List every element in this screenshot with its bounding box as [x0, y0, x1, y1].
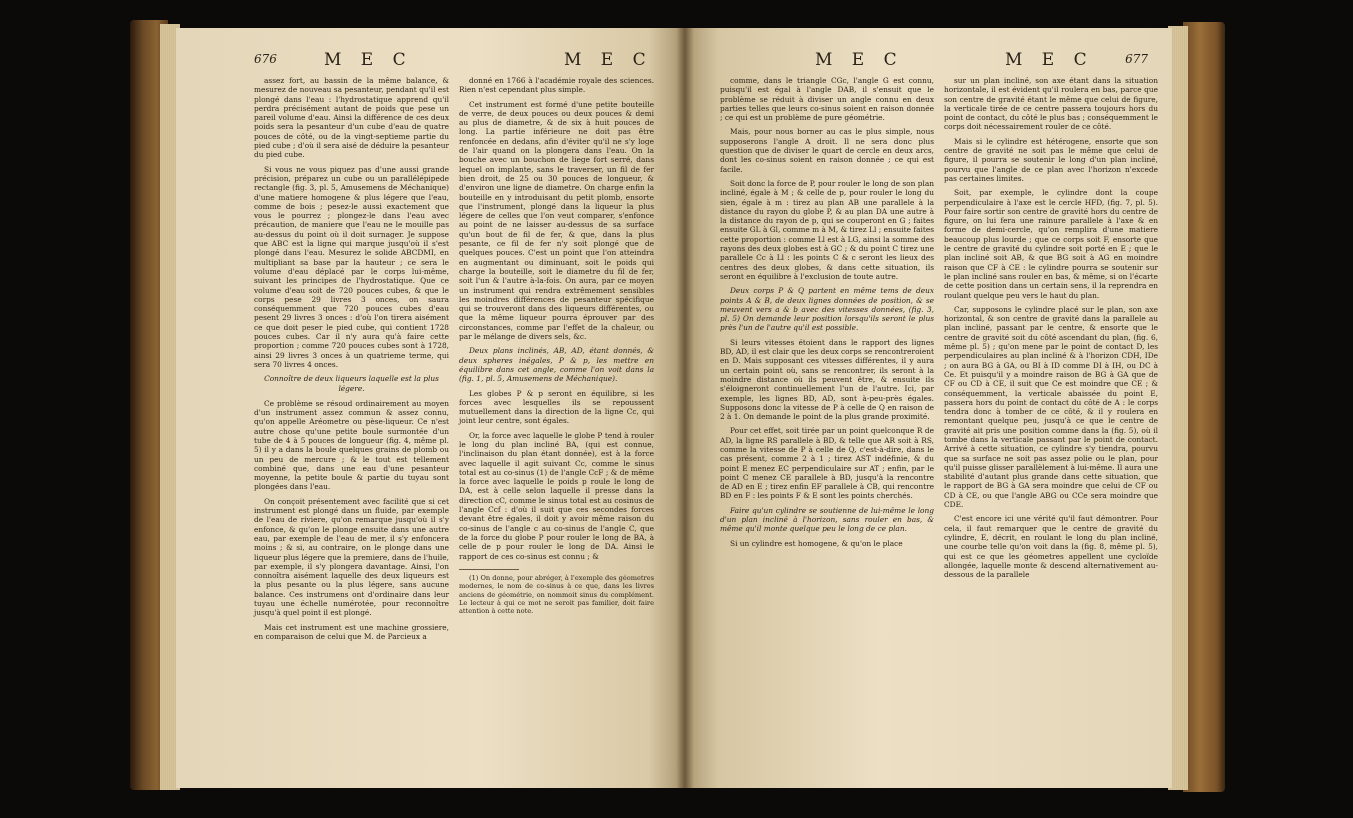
- right-page: [684, 28, 1172, 788]
- paragraph: Ce problème se résoud ordinairement au moyen d'un instrument assez commun & assez connu, qu'on appelle Aréometre ou pèse-liqueur. Ce n'est autre chose qu'une petite boule surmontée d'un tube de 4 à 5 pouces de longueur (fig. 4, même pl. 5) il y a dans la boule quelques grains de plomb ou un peu de mercure ; & le tout est tellement combiné que, dans une eau d'une pesanteur moyenne, la petite boule & partie du tuyau sont plongées dans l'eau.: [254, 398, 449, 492]
- paragraph: Si leurs vitesses étoient dans le rapport des lignes BD, AD, il est clair que les deux corps se rencontreroient en D. Mais supposant ces vitesses différentes, il y aura un certain point où, sans se rencontrer, ils seront à la moindre distance où ils peuvent être, & ensuite ils s'éloigneront continuellement l'un de l'autre. Ici, par exemple, les lignes BD, AD, sont à-peu-près égales. Supposons donc la vitesse de P à celle de Q en raison de 2 à 1. On demande le point de la plus grande proximité.: [720, 337, 934, 422]
- right-page-number: 677: [1125, 52, 1148, 66]
- paragraph: Or, la force avec laquelle le globe P tend à rouler le long du plan incliné BA, (qui est connue, l'inclinaison du plan étant donnée), est à la force avec laquelle il agit suivant Cc, comme le sinus total est au co-sinus (1) de l'angle CcF ; & de même la force avec laquelle le poids p roule le long de DA, est à celle selon laquelle il presse dans la direction cC, comme le sinus total est au cosinus de l'angle Ccf : d'où il suit que ces secondes forces devant être égales, il doit y avoir même raison du co-sinus de l'angle c au co-sinus de l'angle C, que de la force du globe P pour rouler le long de BA, à celle de p pour rouler le long de DA. Ainsi le rapport de ces co-sinus est connu ; &: [459, 430, 654, 561]
- footnote: (1) On donne, pour abréger, à l'exemple des géometres modernes, le nom de co-sinus à ce que, dans les livres anciens de géométrie, on nommoit sinus du complément. Le lecteur à qui ce mot ne seroit pas familier, doit faire attention à cette note.: [459, 573, 654, 616]
- right-column-1: [720, 76, 934, 584]
- paragraph: Soit, par exemple, le cylindre dont la coupe perpendiculaire à l'axe est le cercle HFD, (fig. 7, pl. 5). Pour faire sortir son centre de gravité hors du centre de figure, on lui fera une rainure parallele à l'axe & en forme de demi-cercle, qu'on remplira d'une matiere beaucoup plus lourde ; que ce corps soit F, ensorte que le centre de gravité du cylindre soit porté en E ; que le plan incliné soit AB, & que BG soit à AG en moindre raison que CF à CE : le cylindre pourra se soutenir sur le plan incliné sans rouler en bas, & même, si on l'écarte de cette position dans un certain sens, il la reprendra en roulant quelque peu vers le haut du plan.: [944, 188, 1158, 300]
- left-running-head-1: M E C: [324, 50, 413, 70]
- book-gutter: [676, 28, 694, 788]
- footnote-rule: [459, 569, 519, 570]
- paragraph: Mais, pour nous borner au cas le plus simple, nous supposerons l'angle A droit. Il ne sera donc plus question que de diviser le quart de cercle en deux arcs, dont les co-sinus soient en raison donnée ; ce qui est facile.: [720, 127, 934, 174]
- book-cover-right: [1183, 22, 1225, 792]
- right-page-header: [720, 52, 1158, 76]
- left-page-header: [254, 52, 654, 76]
- paragraph: Cet instrument est formé d'une petite bouteille de verre, de deux pouces ou deux pouces & demi au plus de diametre, & de six à huit pouces de long. La partie inférieure ne doit pas être renfoncée en dedans, afin d'éviter qu'il ne s'y loge de l'air quand on la plongera dans l'eau. On la bouche avec un bouchon de liege fort serré, dans lequel on implante, sans le traverser, un fil de fer bien droit, de 25 ou 30 pouces de longueur, & d'environ une ligne de diametre. On charge enfin la bouteille en y introduisant du petit plomb, ensorte que l'instrument, plongé dans la liqueur la plus légere de celles que l'on veut comparer, s'enfonce au point de ne laisser au-dessus de sa surface qu'un bout de fil de fer, & que, dans la plus pesante, ce fil de fer n'y soit plongé que de quelques pouces. C'est un point que l'on atteindra en augmentant ou diminuant, soit le poids qui charge la bouteille, soit le diametre du fil de fer, soit l'un & l'autre à-la-fois. On aura, par ce moyen un instrument qui rendra extrêmement sensibles les moindres différences de pesanteur spécifique qui se trouveront dans des liqueurs différentes, ou que la même liqueur pourra éprouver par des circonstances, comme par l'effet de la chaleur, ou par le mélange de divers sels, &c.: [459, 99, 654, 342]
- problem-statement: Faire qu'un cylindre se soutienne de lui-même le long d'un plan incliné à l'horizon, sans rouler en bas, & même qu'il monte quelque peu le long de ce plan.: [720, 505, 934, 534]
- paragraph: sur un plan incliné, son axe étant dans la situation horizontale, il est évident qu'il roulera en bas, parce que son centre de gravité étant le même que celui de figure, la verticale tirée de ce centre passera toujours hors du point de contact, du côté le plus bas ; conséquemment le corps doit nécessairement rouler de ce côté.: [944, 76, 1158, 132]
- paragraph: Car, supposons le cylindre placé sur le plan, son axe horizontal, & son centre de gravité dans la parallele au plan incliné, passant par le centre, & ensorte que le centre de gravité soit du côté ascendant du plan, (fig. 6, même pl. 5) ; qu'on mene par le point de contact D, les perpendiculaires au plan incliné & à l'horizon CDH, IDe ; on aura BG à GA, ou BI à ID comme DI à IH, ou DC à Ce. Et puisqu'il y a moindre raison de BG à GA que de CF ou CD à CE, il suit que Ce est moindre que CE ; & conséquemment, la verticale abaissée du point E, passera hors du point de contact du côté de A : le corps tendra donc à tomber de ce côté, & il y roulera en remontant quelque peu, jusqu'à ce que le centre de gravité ait pris une position comme dans la (fig. 5), où il tombe dans la verticale passant par le point de contact. Arrivé à cette situation, ce cylindre s'y tiendra, pourvu que sa surface ne soit pas assez polie ou le plan, pour qu'il puisse glisser parallèlement à lui-même. Il aura une stabilité d'autant plus grande dans cette situation, que le rapport de BG à GA sera moindre que celui de CF ou CD à CE, ou que l'angle ABG ou CCe sera moindre que CDE.: [944, 304, 1158, 510]
- right-column-2: [944, 76, 1158, 584]
- right-running-head-1: M E C: [815, 50, 904, 70]
- left-page-number: 676: [254, 52, 277, 66]
- paragraph: comme, dans le triangle CGc, l'angle G est connu, puisqu'il est égal à l'angle DAB, il s'ensuit que le problème se réduit à diviser un angle connu en deux parties telles que leurs co-sinus soient en raison donnée ; ce qui est un problème de pure géométrie.: [720, 76, 934, 123]
- paragraph: Les globes P & p seront en équilibre, si les forces avec lesquelles ils se repoussent mutuellement dans la direction de la ligne Cc, qui joint leur centre, sont égales.: [459, 388, 654, 426]
- left-column-2: [459, 76, 654, 646]
- left-columns: [254, 76, 654, 646]
- paragraph: donné en 1766 à l'académie royale des sciences. Rien n'est cependant plus simple.: [459, 76, 654, 95]
- left-column-1: [254, 76, 449, 646]
- paragraph: Mais cet instrument est une machine grossiere, en comparaison de celui que M. de Parcieux a: [254, 622, 449, 641]
- paragraph: On conçoit présentement avec facilité que si cet instrument est plongé dans un fluide, par exemple de l'eau de riviere, qu'on remarque jusqu'où il s'y enfonce, & qu'on le plonge ensuite dans une autre eau, par exemple de l'eau de mer, il s'y enfoncera moins ; & si, au contraire, on le plonge dans une liqueur plus légere que la premiere, dans de l'huile, par exemple, il s'y plongera davantage. Ainsi, l'on connoîtra aisément laquelle des deux liqueurs est la plus pesante ou la plus légere, sans aucune balance. Ces instrumens ont d'ordinaire dans leur tuyau une échelle numérotée, pour reconnoître jusqu'à quel point il est plongé.: [254, 496, 449, 618]
- problem-statement: Deux plans inclinés, AB, AD, étant donnés, & deux spheres inégales, P & p, les mettre en équilibre dans cet angle, comme l'on voit dans la (fig. 1, pl. 5, Amusemens de Méchanique).: [459, 346, 654, 384]
- paragraph: Si vous ne vous piquez pas d'une aussi grande précision, préparez un cube ou un parallélépipede rectangle (fig. 3, pl. 5, Amusemens de Méchanique) d'une matiere homogene & plus légere que l'eau, comme de bois ; pesez-le aussi exactement que vous le pourrez ; plongez-le dans l'eau avec précaution, de maniere que l'eau ne le mouille pas au-dessus du point où il doit surnager. Je suppose que ABC est la ligne qui marque jusqu'où il s'est plongé dans l'eau. Mesurez le solide ABCDMI, en multipliant sa base par la hauteur ; ce sera le volume d'eau déplacé par le corps lui-même, suivant les principes de l'hydrostatique. Que ce volume d'eau soit de 720 pouces cubes, & que le corps pese 29 livres 3 onces, on saura conséquemment que 720 pouces cubes d'eau pesent 29 livres 3 onces : d'où l'on tirera aisément ce que doit peser le pied cube, qui contient 1728 pouces cubes. Car il n'y aura qu'à faire cette proportion ; comme 720 pouces cubes sont à 1728, ainsi 29 livres 3 onces à un quatrieme terme, qui sera 70 livres 4 onces.: [254, 164, 449, 369]
- paragraph: Soit donc la force de P, pour rouler le long de son plan incliné, égale à M ; & celle de p, pour rouler le long du sien, égale à m : tirez au plan AB une parallele à la distance du rayon du globe P, & au plan DA une autre à la distance du rayon de p, qui se couperont en G ; faites ensuite GL à Gl, comme m à M, & tirez Ll ; ensuite faites cette proportion : comme Ll est à LG, ainsi la somme des rayons des deux globes est à GC ; & du point C tirez une parallele Cc à Ll : les points C & c seront les lieux des centres des deux globes, & dans cette situation, ils seront en équilibre à l'exclusion de toute autre.: [720, 178, 934, 281]
- paragraph: assez fort, au bassin de la même balance, & mesurez de nouveau sa pesanteur, pendant qu'il est plongé dans l'eau : l'hydrostatique apprend qu'il perdra précisément autant de poids que pese un pareil volume d'eau. Ainsi la différence de ces deux poids sera la pesanteur d'un cube d'eau de quatre pouces de côté, ou de la vingt-septieme partie du pied cube ; d'où il sera aisé de déduire la pesanteur du pied cube.: [254, 76, 449, 160]
- left-page: [176, 28, 684, 788]
- paragraph: Pour cet effet, soit tirée par un point quelconque R de AD, la ligne RS parallele à BD, & telle que AR soit à RS, comme la vitesse de P à celle de Q, c'est-à-dire, dans le cas présent, comme 2 à 1 ; tirez AST indéfinie, & du point E menez EC perpendiculaire sur AT ; enfin, par le point C menez CE parallele à BD, jusqu'à la rencontre de AD en E ; tirez enfin EF parallele à CB, qui rencontre BD en F : les points F & E sont les points cherchés.: [720, 426, 934, 501]
- problem-statement: Deux corps P & Q partent en même tems de deux points A & B, de deux lignes données de position, & se meuvent vers a & b avec des vitesses données, (fig. 3, pl. 5) On demande leur position lorsqu'ils seront le plus près l'un de l'autre qu'il est possible.: [720, 286, 934, 333]
- section-heading: Connoître de deux liqueurs laquelle est la plus légere.: [264, 374, 439, 393]
- left-running-head-2: M E C: [564, 50, 653, 70]
- right-running-head-2: M E C: [1005, 50, 1094, 70]
- paragraph: C'est encore ici une vérité qu'il faut démontrer. Pour cela, il faut remarquer que le centre de gravité du cylindre, E, décrit, en roulant le long du plan incliné, une courbe telle qu'on voit dans la (fig. 8, même pl. 5), qui est ce que les géometres appellent une cycloïde allongée, laquelle monte & descend alternativement au-dessous de la parallele: [944, 514, 1158, 580]
- paragraph: Mais si le cylindre est hétérogene, ensorte que son centre de gravité ne soit pas le même que celui de figure, il pourra se soutenir le long d'un plan incliné, pourvu que l'angle de ce plan avec l'horizon n'excede pas certaines limites.: [944, 136, 1158, 183]
- paragraph: Si un cylindre est homogene, & qu'on le place: [730, 538, 903, 548]
- right-columns: [720, 76, 1158, 584]
